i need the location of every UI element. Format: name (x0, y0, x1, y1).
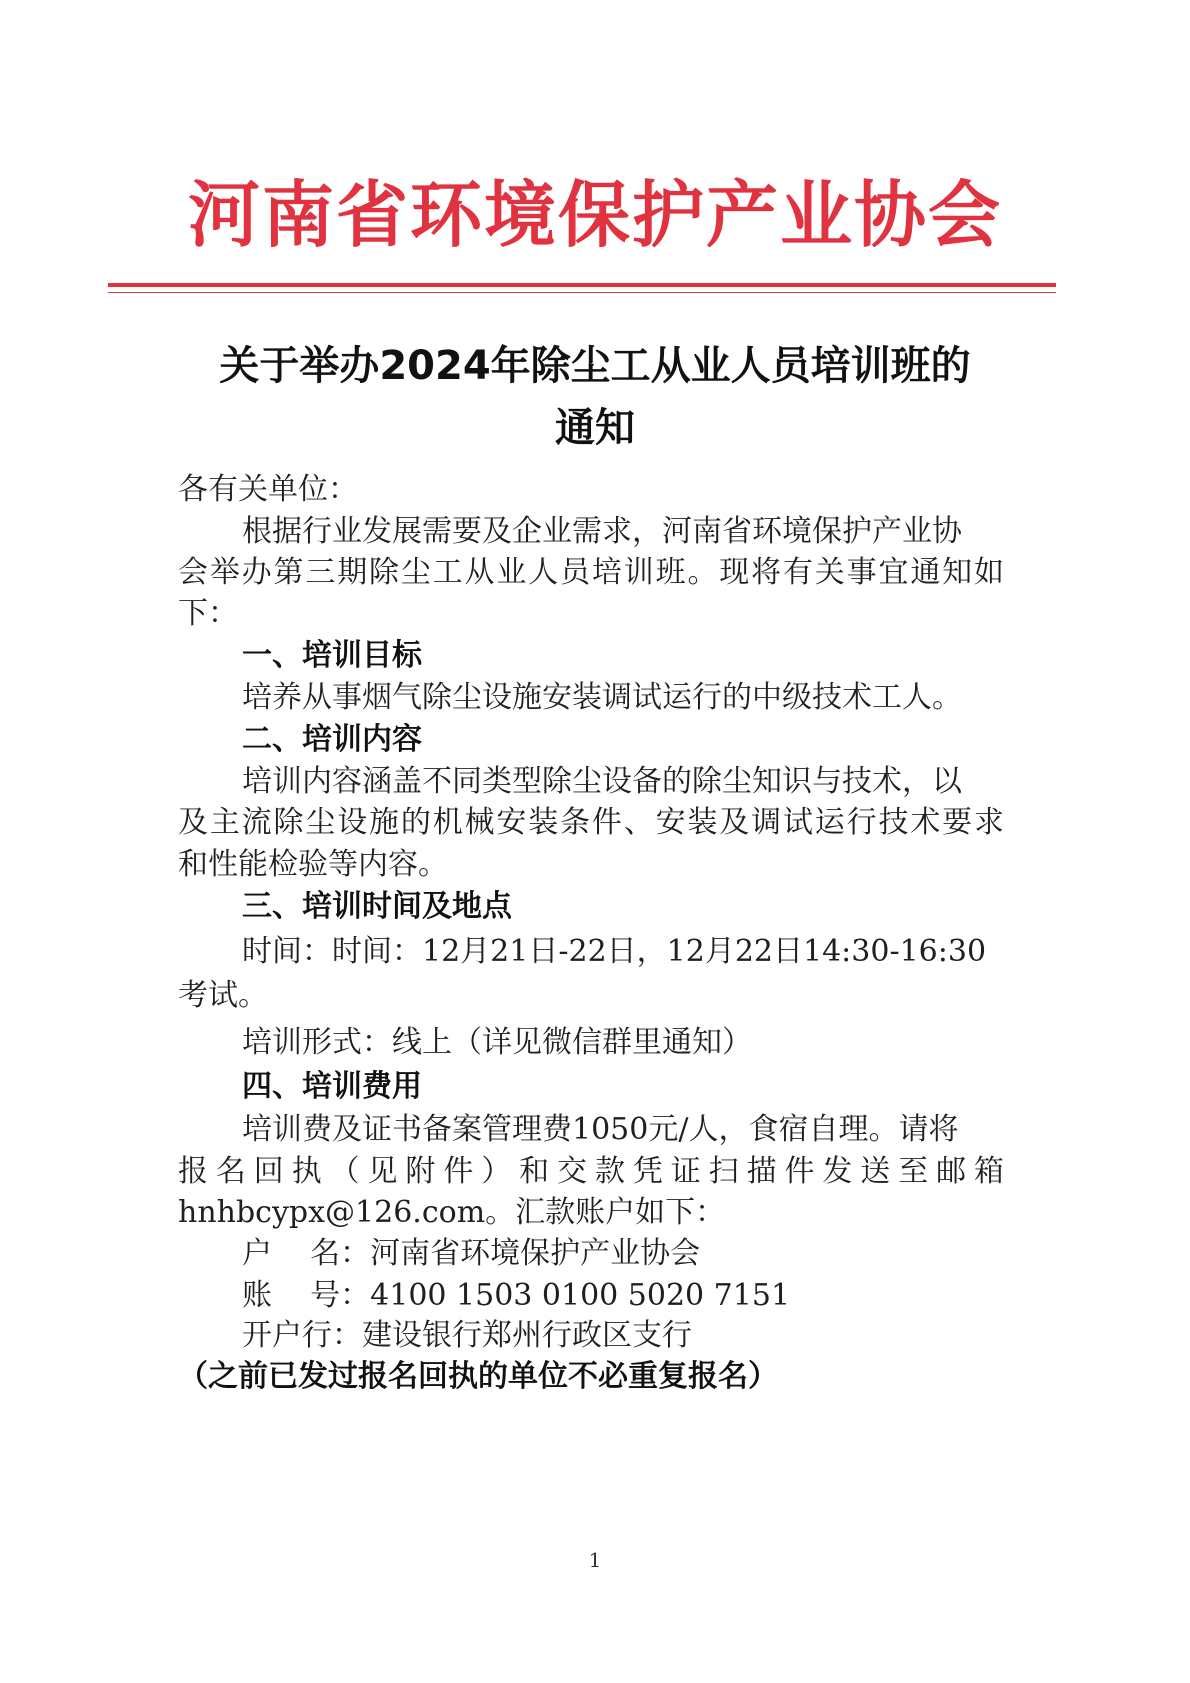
section-1-heading: 一、培训目标 (242, 638, 422, 673)
section-3-time-line-2: 考试。 (178, 978, 268, 1013)
section-2-line-3: 和性能检验等内容。 (178, 847, 448, 882)
section-4-heading: 四、培训费用 (242, 1069, 422, 1104)
section-4-line-1: 培训费及证书备案管理费1050元/人，食宿自理。请将 (242, 1112, 959, 1147)
page-number: 1 (588, 1548, 602, 1572)
organization-header: 河南省环境保护产业协会 (187, 172, 1002, 257)
section-4-line-2: 报名回执（见附件）和交款凭证扫描件发送至邮箱 (178, 1154, 1004, 1189)
registration-note: （之前已发过报名回执的单位不必重复报名） (178, 1359, 778, 1394)
document-title (150, 335, 1040, 459)
section-2-line-2: 及主流除尘设施的机械安装条件、安装及调试运行技术要求 (178, 805, 1004, 840)
intro-line-3: 下： (178, 596, 238, 631)
account-number: 账 号：4100 1503 0100 5020 7151 (242, 1278, 791, 1313)
section-3-format: 培训形式：线上（详见微信群里通知） (242, 1025, 752, 1060)
salutation: 各有关单位： (178, 472, 358, 507)
title-line-2: 通知 (555, 405, 635, 451)
title-line-1: 关于举办2024年除尘工从业人员培训班的 (219, 343, 971, 389)
section-1-text: 培养从事烟气除尘设施安装调试运行的中级技术工人。 (242, 680, 962, 715)
section-2-heading: 二、培训内容 (242, 722, 422, 757)
intro-line-2: 会举办第三期除尘工从业人员培训班。现将有关事宜通知如 (178, 555, 1004, 590)
section-3-heading: 三、培训时间及地点 (242, 889, 512, 924)
header-rule-thin (108, 292, 1056, 293)
section-4-line-3-email: hnhbcypx@126.com。汇款账户如下： (178, 1195, 726, 1230)
header-rule-thick (108, 283, 1056, 287)
account-name: 户 名：河南省环境保护产业协会 (242, 1236, 701, 1271)
intro-line-1: 根据行业发展需要及企业需求，河南省环境保护产业协 (242, 514, 962, 549)
section-3-time-line-1: 时间：时间：12月21日-22日，12月22日14:30-16:30 (242, 934, 987, 969)
bank-branch: 开户行：建设银行郑州行政区支行 (242, 1318, 692, 1353)
section-2-line-1: 培训内容涵盖不同类型除尘设备的除尘知识与技术，以 (242, 764, 962, 799)
